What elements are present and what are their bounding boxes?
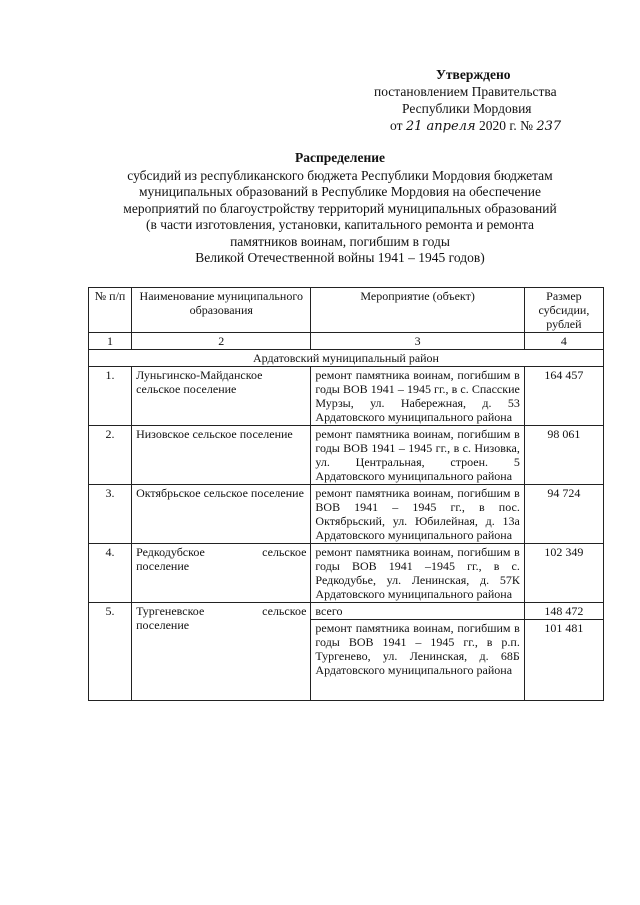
row-event: ремонт памятника воинам, погибшим в ВОВ 1941 – 1945 гг., в пос. Октябрьский, ул. Юбилейная, д. 13а Ардатовского муниципального района xyxy=(311,485,524,544)
column-number: 3 xyxy=(311,333,524,350)
row-event: ремонт памятника воинам, погибшим в годы ВОВ 1941 – 1945 гг., в с. Низовка, ул. Центральная, строен. 5 Ардатовского муниципального района xyxy=(311,426,524,485)
row-num: 4. xyxy=(89,544,132,603)
row-event: ремонт памятника воинам, погибшим в годы ВОВ 1941 –1945 гг., в с. Редкодубье, ул. Ленинская, д. 57К Ардатовского муниципального района xyxy=(311,544,524,603)
row-amount: 98 061 xyxy=(524,426,603,485)
table-row xyxy=(89,485,604,544)
row-event: ремонт памятника воинам, погибшим в годы ВОВ 1941 – 1945 гг., в с. Спасские Мурзы, ул. Набережная, д. 53 Ардатовского муниципального района xyxy=(311,367,524,426)
document-title xyxy=(80,150,600,267)
approval-line-republic: Республики Мордовия xyxy=(402,101,532,116)
table-row xyxy=(89,426,604,485)
row-event-total: всего xyxy=(311,603,524,620)
approval-line-resolution: постановлением Правительства xyxy=(374,84,557,99)
column-number: 1 xyxy=(89,333,132,350)
approval-title: Утверждено xyxy=(436,67,511,82)
title-line: (в части изготовления, установки, капитального ремонта и ремонта xyxy=(146,217,534,232)
row-name: Низовское сельское поселение xyxy=(132,426,311,485)
table-row-total xyxy=(89,603,604,620)
table-row xyxy=(89,544,604,603)
document-heading: Распределение xyxy=(294,150,386,165)
title-line: муниципальных образований в Республике Мордовия на обеспечение xyxy=(139,184,541,199)
title-line: мероприятий по благоустройству территорий муниципальных образований xyxy=(123,200,557,216)
table-header-row xyxy=(89,288,604,333)
title-line: памятников воинам, погибшим в годы xyxy=(230,233,450,249)
approval-stamp xyxy=(372,66,612,135)
row-amount: 102 349 xyxy=(524,544,603,603)
row-amount: 94 724 xyxy=(524,485,603,544)
header-name: Наименование муниципального образования xyxy=(132,288,311,333)
column-number: 2 xyxy=(132,333,311,350)
row-name: Тургеневское сельское поселение xyxy=(132,603,311,701)
row-num: 2. xyxy=(89,426,132,485)
row-num: 5. xyxy=(89,603,132,701)
approval-year: 2020 г. № xyxy=(478,118,533,133)
district-name: Ардатовский муниципальный район xyxy=(89,350,604,367)
district-row xyxy=(89,350,604,367)
header-event: Мероприятие (объект) xyxy=(311,288,524,333)
approval-date-line xyxy=(372,117,612,135)
title-line: Великой Отечественной войны 1941 – 1945 годов) xyxy=(195,250,485,265)
table-row xyxy=(89,367,604,426)
row-amount-total: 148 472 xyxy=(524,603,603,620)
header-num: № п/п xyxy=(89,288,132,333)
row-name: Редкодубское сельское поселение xyxy=(132,544,311,603)
approval-date-prefix: от xyxy=(390,118,403,133)
row-name: Луньгинско-Майданское сельское поселение xyxy=(132,367,311,426)
row-num: 1. xyxy=(89,367,132,426)
title-line: субсидий из республиканского бюджета Республики Мордовия бюджетам xyxy=(127,167,553,183)
column-number: 4 xyxy=(524,333,603,350)
row-amount: 164 457 xyxy=(524,367,603,426)
column-number-row xyxy=(89,333,604,350)
header-amount: Размер субсидии, рублей xyxy=(524,288,603,333)
row-event: ремонт памятника воинам, погибшим в годы ВОВ 1941 – 1945 гг., в р.п. Тургенево, ул. Ленинская, д. 68Б Ардатовского муниципального района xyxy=(311,620,524,701)
approval-date-handwritten: 21 апреля xyxy=(405,119,476,134)
row-name: Октябрьское сельское поселение xyxy=(132,485,311,544)
row-amount: 101 481 xyxy=(524,620,603,701)
distribution-table xyxy=(88,287,604,701)
approval-number-handwritten: 237 xyxy=(536,119,562,134)
row-num: 3. xyxy=(89,485,132,544)
